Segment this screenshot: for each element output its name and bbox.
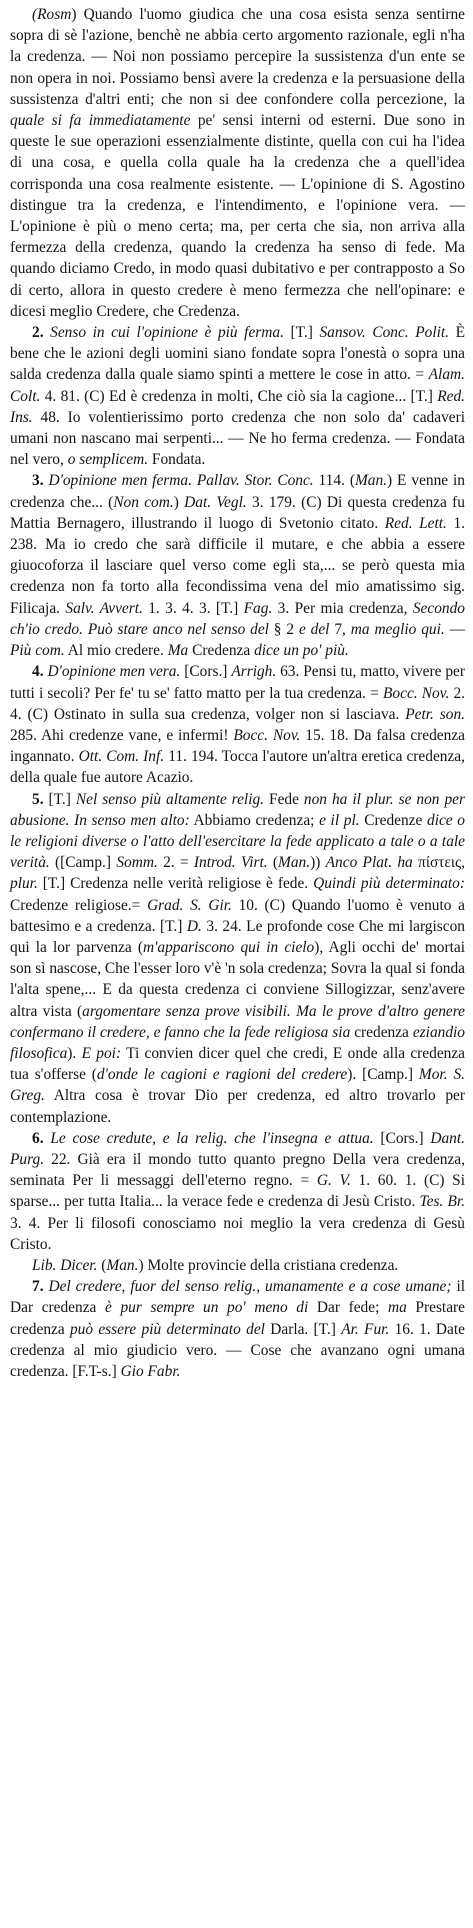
body-text: Darla. [T.] (264, 1320, 342, 1338)
italic-text: plur. (10, 875, 38, 893)
italic-text: Più com. (10, 642, 65, 660)
italic-text: o semplicem. (67, 451, 149, 469)
italic-text: e il pl. (319, 811, 360, 829)
italic-text: Dat. Vegl. (184, 493, 247, 511)
sense-number: 4. (32, 663, 44, 681)
body-text: 1. 60. 1. (C) Si sparse... per tutta Italia... la verace fede e credenza di Jesù Cristo. (10, 1172, 465, 1211)
italic-text: Grad. S. Gir. (147, 896, 232, 914)
body-text: Dar fede; (308, 1299, 388, 1317)
body-text: 16. 1. Date credenza al mio giudicio vero. — Cose che avanzano ogni umana credenza. [F.T-s.] (10, 1320, 465, 1380)
italic-text: e del (298, 620, 330, 638)
body-text: Ti convien dicer quel che credi, E onde alla credenza tua s'offerse ( (10, 1044, 466, 1084)
body-text: ) Molte provincie della cristiana credenza. (138, 1256, 399, 1274)
body-text: Credenza (188, 642, 255, 660)
entry-paragraph-8 (10, 1276, 465, 1382)
body-text: 1. 238. Ma io credo che sarà difficile il mutare, e che abbia a essere giuocoforza il lasciare quel verso come egli sta,... se però questa mia credenza non fa torto alla fecondissima vena del mio amatissimo sig. Filicaja. (10, 514, 465, 617)
italic-text: Petr. son. (405, 705, 465, 723)
italic-text: Red. Lett. (384, 514, 447, 532)
body-text: ( (97, 1256, 107, 1274)
body-text: ). [Camp.] (347, 1066, 419, 1084)
body-text: 15. 18. Da falsa credenza ingannato. (10, 726, 465, 766)
body-text: ), Agli occhi de' mortai son sì nascose, Che l'esser loro v'è 'n sola credenza; Sovra la qual si fonda l'alta spene,... E da questa credenza ci conviene Sillogizzar, senz'avere altra vista ( (10, 938, 466, 1020)
italic-text: ma (387, 1299, 407, 1317)
italic-text: Alam. Colt. (10, 366, 465, 405)
body-text: § 2 (268, 620, 299, 638)
body-text: Al mio credere. (64, 642, 168, 660)
italic-text: Somm. (116, 854, 158, 872)
italic-text: Introd. Virt. (193, 854, 268, 872)
italic-text: Non com. (113, 493, 174, 511)
italic-text: Gio Fabr. (120, 1363, 181, 1380)
italic-text: D'opinione men vera. (43, 663, 181, 681)
italic-text: dice un po' più. (254, 642, 349, 660)
italic-text: Nel senso più altamente relig. (75, 790, 265, 808)
body-text: ([Camp.] (49, 854, 117, 872)
italic-text: Del credere, fuor del senso relig., umanamente e a cose umane; (43, 1278, 452, 1296)
italic-text: Lib. Dicer. (32, 1256, 98, 1274)
entry-paragraph-7 (10, 1255, 465, 1276)
body-text: 285. Ahi credenze vane, e infermi! (10, 726, 234, 744)
italic-text: Man. (278, 854, 311, 872)
entry-paragraph-3 (10, 470, 465, 661)
italic-text: Ar. Fur. (341, 1320, 390, 1338)
body-text: 3. 4. Per li filosofi conosciamo noi meglio la vera credenza di Gesù Cristo. (10, 1214, 465, 1253)
body-text: pe' sensi interni od esterni. Due sono in queste le sue operazioni essenzialmente distinte, quella con cui ha l'idea di una cosa, e quella colla quale ha la credenza che a quell'idea corrisponda una cosa realmente esistente. — L'opinione di S. Agostino distingue tra la credenza, e l'intendimento, e l'opinione vera. — L'opinione è più o meno certa; ma, per certa che sia, non arriva alla fermezza della credenza, quando la credenza ha senso di fede. Ma quando diciamo Credo, in modo quasi dubitativo e per contrapposto a So di certo, allora in questo credere è meno fermezza che nell'opinare: e dicesi meglio Credere, che Credenza. (10, 112, 465, 320)
body-text: πίστεις, (412, 854, 465, 872)
entry-paragraph-4 (10, 661, 465, 788)
body-text: 11. 194. Tocca l'autore un'altra eretica credenza, della quale fue autore Acazio. (10, 748, 465, 787)
italic-text: eziandio filosofica (10, 1023, 465, 1062)
body-text: Credenze religiose.= (10, 896, 148, 914)
italic-text: Salv. Avvert. (65, 599, 143, 617)
body-text: 3. Per mia credenza, (272, 599, 413, 617)
italic-text: Anco Plat. ha (325, 854, 413, 872)
italic-text: Senso in cui l'opinione è più ferma. (43, 324, 284, 342)
sense-number: 3. (32, 472, 44, 490)
italic-text: ma meglio qui. (350, 620, 445, 638)
body-text: Abbiamo credenza; (189, 811, 320, 829)
sense-number: 2. (32, 324, 44, 342)
italic-text: non ha il plur. se non per abusione. In senso men alto: (10, 790, 465, 829)
body-text: Fede (264, 790, 304, 808)
entry-paragraph-1 (10, 4, 465, 322)
body-text: Fondata. (148, 451, 206, 469)
body-text: 2. 4. (C) Ostinato in sulla sua credenza, volger non si lasciava. (10, 684, 466, 723)
italic-text: m'appariscono qui in cielo (143, 938, 315, 956)
body-text: [T.] (43, 790, 76, 808)
body-text: il Dar credenza (10, 1278, 465, 1317)
body-text: [T.] Credenza nelle verità religiose è fede. (37, 875, 314, 893)
sense-number: 6. (32, 1129, 44, 1147)
italic-text: Quindi più determinato: (313, 875, 465, 893)
italic-text: Man. (354, 472, 388, 490)
body-text: Credenze (359, 811, 427, 829)
italic-text: Bocc. Nov. (233, 726, 301, 744)
body-text: ) Quando l'uomo giudica che una cosa esista senza sentirne sopra di sè l'azione, benchè ne abbia certo argomento razionale, egli n'ha la credenza. — Noi non possiamo percepire la sussistenza d'un ente se non opera in noi. Possiamo bensì avere la credenza e la persuasione della sussistenza d'altri enti; che non si dee confondere colla percezione, la (10, 6, 465, 108)
body-text: ( (267, 854, 279, 872)
italic-text: Ma (167, 642, 189, 660)
body-text: 48. Io volentierissimo porto credenza che non solo da' cadaveri umani non nascano mai serpenti... — Ne ho ferma credenza. — Fondata nel vero, (10, 408, 465, 469)
italic-text: E poi: (81, 1044, 122, 1062)
body-text: È bene che le azioni degli uomini siano fondate sopra l'onestà o sopra una salda credenza dalla quale siamo spinti a mettere le cose in atto. = (10, 324, 466, 384)
italic-text: D'opinione men ferma. Pallav. Stor. Conc. (43, 472, 314, 490)
body-text: 114. ( (313, 472, 355, 490)
italic-text: D. (186, 917, 202, 935)
italic-text: Man. (106, 1256, 139, 1274)
body-text: ) E venne in credenza che... ( (10, 472, 465, 511)
body-text: ). (67, 1044, 82, 1062)
body-text: 10. (C) Quando l'uomo è venuto a battesimo e a credenza. [T.] (10, 896, 465, 935)
italic-text: d'onde le cagioni e ragioni del credere (96, 1066, 348, 1084)
body-text: 7, (329, 620, 351, 638)
body-text: 63. Pensi tu, matto, vivere per tutti i secoli? Per fe' tu se' fatto matto per la tua credenza. = (10, 663, 465, 702)
sense-number: 5. (32, 790, 44, 808)
body-text: )) (310, 854, 326, 872)
body-text: Altra cosa è trovar Dio per credenza, ed altro trovarlo per contemplazione. (10, 1087, 465, 1126)
body-text: ) (173, 493, 185, 511)
entry-paragraph-2 (10, 322, 465, 470)
italic-text: argomentare senza prove visibili. Ma le prove d'altro genere confermano il credere, e fanno che la fede religiosa sia (10, 1002, 465, 1041)
italic-text: Fag. (243, 599, 273, 617)
italic-text: Mor. S. Greg. (10, 1066, 465, 1105)
italic-text: Secondo ch'io credo. Può stare anco nel senso del (10, 599, 465, 638)
body-text: Prestare credenza (10, 1299, 465, 1338)
entry-paragraph-5 (10, 789, 465, 1128)
italic-text: Bocc. Nov. (383, 684, 450, 702)
italic-text: è pur sempre un po' meno di (105, 1299, 309, 1317)
italic-text: (Rosm (32, 6, 72, 23)
body-text: 1. 3. 4. 3. [T.] (142, 599, 244, 617)
body-text: credenza (350, 1023, 413, 1041)
italic-text: Tes. Br. (419, 1193, 465, 1211)
sense-number: 7. (32, 1278, 44, 1296)
body-text: [Cors.] (180, 663, 232, 681)
italic-text: Ott. Com. Inf. (78, 748, 165, 766)
italic-text: Sansov. Conc. Polit. (319, 324, 450, 342)
body-text: 4. 81. (C) Ed è credenza in molti, Che ciò sia la cagione... [T.] (40, 387, 438, 405)
italic-text: Red. Ins. (10, 387, 465, 426)
italic-text: dice o le religioni diverse o l'atto dell'esercitare la fede applicato a tale o a tale verità. (10, 811, 465, 872)
body-text: 2. = (157, 854, 194, 872)
italic-text: Le cose credute, e la relig. che l'insegna e attua. (43, 1129, 374, 1147)
body-text: 3. 24. Le profonde cose Che mi largiscon qui la lor parvenza ( (10, 917, 465, 956)
body-text: [Cors.] (373, 1129, 431, 1147)
body-text: 3. 179. (C) Di questa credenza fu Mattia Bernagero, illustrando il luogo di Svetonio citato. (10, 493, 465, 532)
italic-text: quale si fa immediatamente (10, 112, 191, 130)
italic-text: Arrigh. (231, 663, 277, 681)
body-text: — (444, 620, 465, 638)
italic-text: Dant. Purg. (10, 1129, 466, 1168)
body-text: [T.] (283, 324, 320, 342)
italic-text: G. V. (316, 1172, 351, 1190)
entry-paragraph-6 (10, 1128, 465, 1255)
body-text: 22. Già era il mondo tutto quanto pregno Della vera credenza, seminata Per li messaggi dell'eterno regno. = (10, 1150, 465, 1190)
italic-text: può essere più determinato del (69, 1320, 265, 1338)
